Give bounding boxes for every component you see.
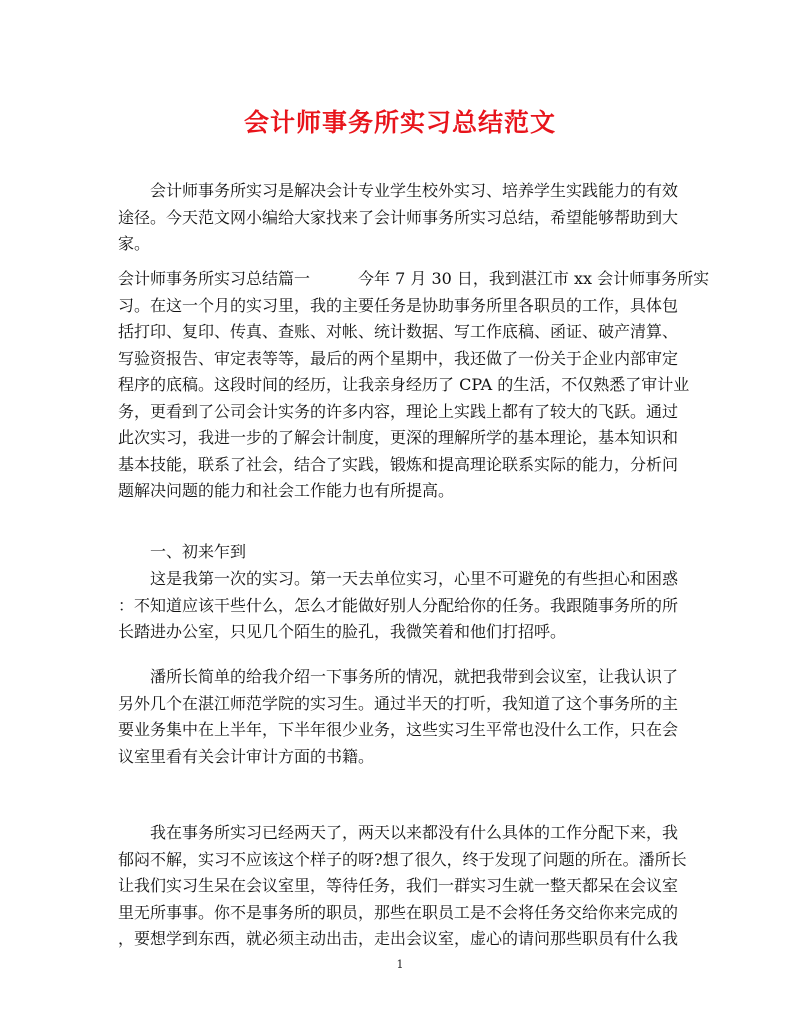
text-line: 要业务集中在上半年，下半年很少业务，这些实习生平常也没什么工作，只在会 xyxy=(118,720,679,739)
text-line: 程序的底稿。这段时间的经历，让我亲身经历了 CPA 的生活，不仅熟悉了审计业 xyxy=(118,375,690,394)
text-line: 郁闷不解，实习不应该这个样子的呀?想了很久，终于发现了问题的所在。潘所长 xyxy=(118,849,687,869)
text-line: 潘所长简单的给我介绍一下事务所的情况，就把我带到会议室，让我认识了 xyxy=(118,667,679,686)
text-line: 另外几个在湛江师范学院的实习生。通过半天的打听，我知道了这个事务所的主 xyxy=(118,693,679,713)
text-line: 我在事务所实习已经两天了，两天以来都没有什么具体的工作分配下来，我 xyxy=(118,823,679,842)
page-number: 1 xyxy=(396,958,404,971)
text-line: 此次实习，我进一步的了解会计制度，更深的理解所学的基本理论，基本知识和 xyxy=(118,428,679,447)
text-line: ，要想学到东西，就必须主动出击，走出会议室，虚心的请问那些职员有什么我 xyxy=(118,929,679,948)
paragraph-director-introduction xyxy=(118,664,678,770)
text-line: 这是我第一次的实习。第一天去单位实习，心里不可避免的有些担心和困惑 xyxy=(118,569,679,588)
paragraph-two-days-later xyxy=(118,820,687,953)
document-title: 会计师事务所实习总结范文 xyxy=(243,108,556,137)
text-line: 议室里看有关会计审计方面的书籍。 xyxy=(118,746,375,766)
text-line: 写验资报告、审定表等等，最后的两个星期中，我还做了一份关于企业内部审定 xyxy=(118,348,679,368)
text-line: 会计师事务所实习总结篇一 今年 7 月 30 日，我到湛江市 xx 会计师事务所实 xyxy=(118,269,710,288)
text-line: 题解决问题的能力和社会工作能力也有所提高。 xyxy=(118,481,455,500)
section-heading-first-arrival xyxy=(118,539,678,566)
text-line: 家。 xyxy=(118,234,151,253)
text-line: 让我们实习生呆在会议室里，等待任务，我们一群实习生就一整天都呆在会议室 xyxy=(118,876,679,895)
text-line: 基本技能，联系了社会，结合了实践，锻炼和提高理论联系实际的能力，分析问 xyxy=(118,454,679,474)
text-line: 途径。今天范文网小编给大家找来了会计师事务所实习总结，希望能够帮助到大 xyxy=(118,207,679,227)
text-line: 务，更看到了公司会计实务的许多内容，理论上实践上都有了较大的飞跃。通过 xyxy=(118,401,679,421)
text-line: 括打印、复印、传真、查账、对帐、统计数据、写工作底稿、函证、破产清算、 xyxy=(118,322,679,341)
text-line: 长踏进办公室，只见几个陌生的脸孔，我微笑着和他们打招呼。 xyxy=(118,622,567,641)
paragraph-first-day xyxy=(118,566,678,646)
text-line: 里无所事事。你不是事务所的职员，那些在职员工是不会将任务交给你来完成的 xyxy=(118,902,679,922)
paragraph-summary-part-one xyxy=(118,266,710,505)
text-line: 一、初来乍到 xyxy=(118,542,247,561)
text-line: 习。在这一个月的实习里，我的主要任务是协助事务所里各职员的工作，具体包 xyxy=(118,295,679,315)
text-line: ：不知道应该干些什么，怎么才能做好别人分配给你的任务。我跟随事务所的所 xyxy=(118,595,679,615)
paragraph-intro xyxy=(118,178,678,258)
text-line: 会计师事务所实习是解决会计专业学生校外实习、培养学生实践能力的有效 xyxy=(118,181,679,200)
